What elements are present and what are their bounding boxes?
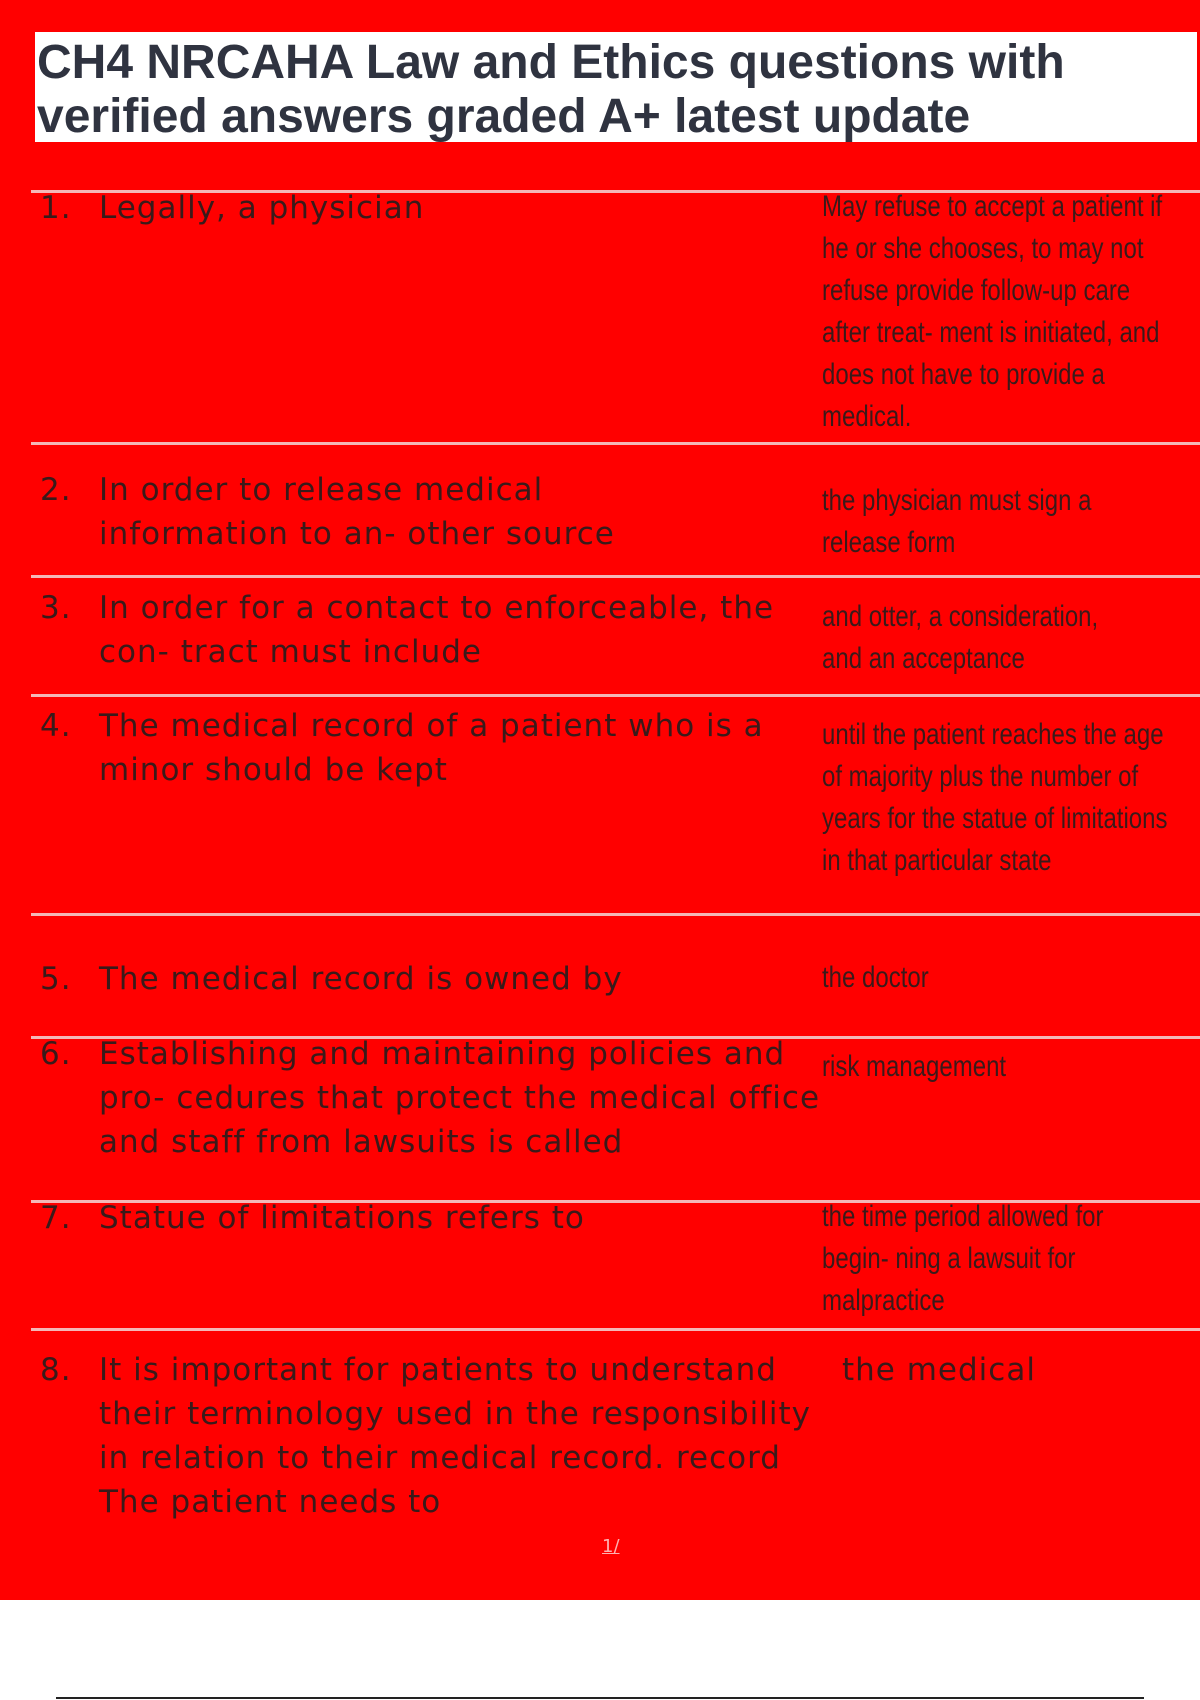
answer-text: risk management [822,1050,1007,1083]
row-divider [31,575,1200,578]
qa-row-2 [0,468,1200,568]
footer-rule [56,1697,1144,1699]
answer-text: the doctor [822,961,929,994]
question-number: 5. [40,961,72,997]
qa-row-1 [0,186,1200,434]
qa-row-3 [0,586,1200,686]
answer-text: May refuse to accept a patient if he or she chooses, to may not refuse provide follow-up care after treat- ment is initiated, and does not have to provide a medical. [822,190,1163,433]
qa-row-6 [0,1032,1200,1172]
question-number: 3. [40,590,72,626]
question-number: 7. [40,1200,72,1236]
answer-text: the physician must sign a release form [822,484,1092,559]
question-number: 8. [40,1352,72,1388]
question-number: 4. [40,708,72,744]
question-number: 6. [40,1036,72,1072]
document-title: CH4 NRCAHA Law and Ethics questions with verified answers graded A+ latest update [37,36,1065,143]
question-text: Statue of limitations refers to [99,1200,585,1236]
row-divider [31,442,1200,445]
question-text: The medical record is owned by [99,961,623,997]
question-text: In order for a contact to enforceable, the con- tract must include [99,590,775,670]
row-divider [31,694,1200,697]
title-box [35,32,1197,142]
qa-row-4 [0,704,1200,912]
question-text: The medical record of a patient who is a minor should be kept [99,708,764,788]
answer-text: and otter, a consideration, and an acceptance [822,600,1099,675]
qa-row-5 [0,957,1200,1017]
row-divider [31,1328,1200,1331]
question-number: 2. [40,472,72,508]
row-divider [31,913,1200,916]
qa-row-7 [0,1196,1200,1324]
answer-text: the medical [842,1352,1036,1388]
page-number: 1/ [602,1536,620,1557]
answer-text: until the patient reaches the age of majority plus the number of years for the statue of limitations in that particular state [822,718,1168,877]
question-number: 1. [40,190,72,226]
question-text: In order to release medical information to an- other source [99,472,615,552]
answer-text: the time period allowed for begin- ning a lawsuit for malpractice [822,1200,1104,1317]
question-text: It is important for patients to understand their terminology used in the responsibility in relation to their medical record. record The patient needs to [99,1352,811,1520]
question-text: Legally, a physician [99,190,425,226]
question-text: Establishing and maintaining policies and pro- cedures that protect the medical office and staff from lawsuits is called [99,1036,821,1160]
qa-row-8 [0,1348,1200,1518]
